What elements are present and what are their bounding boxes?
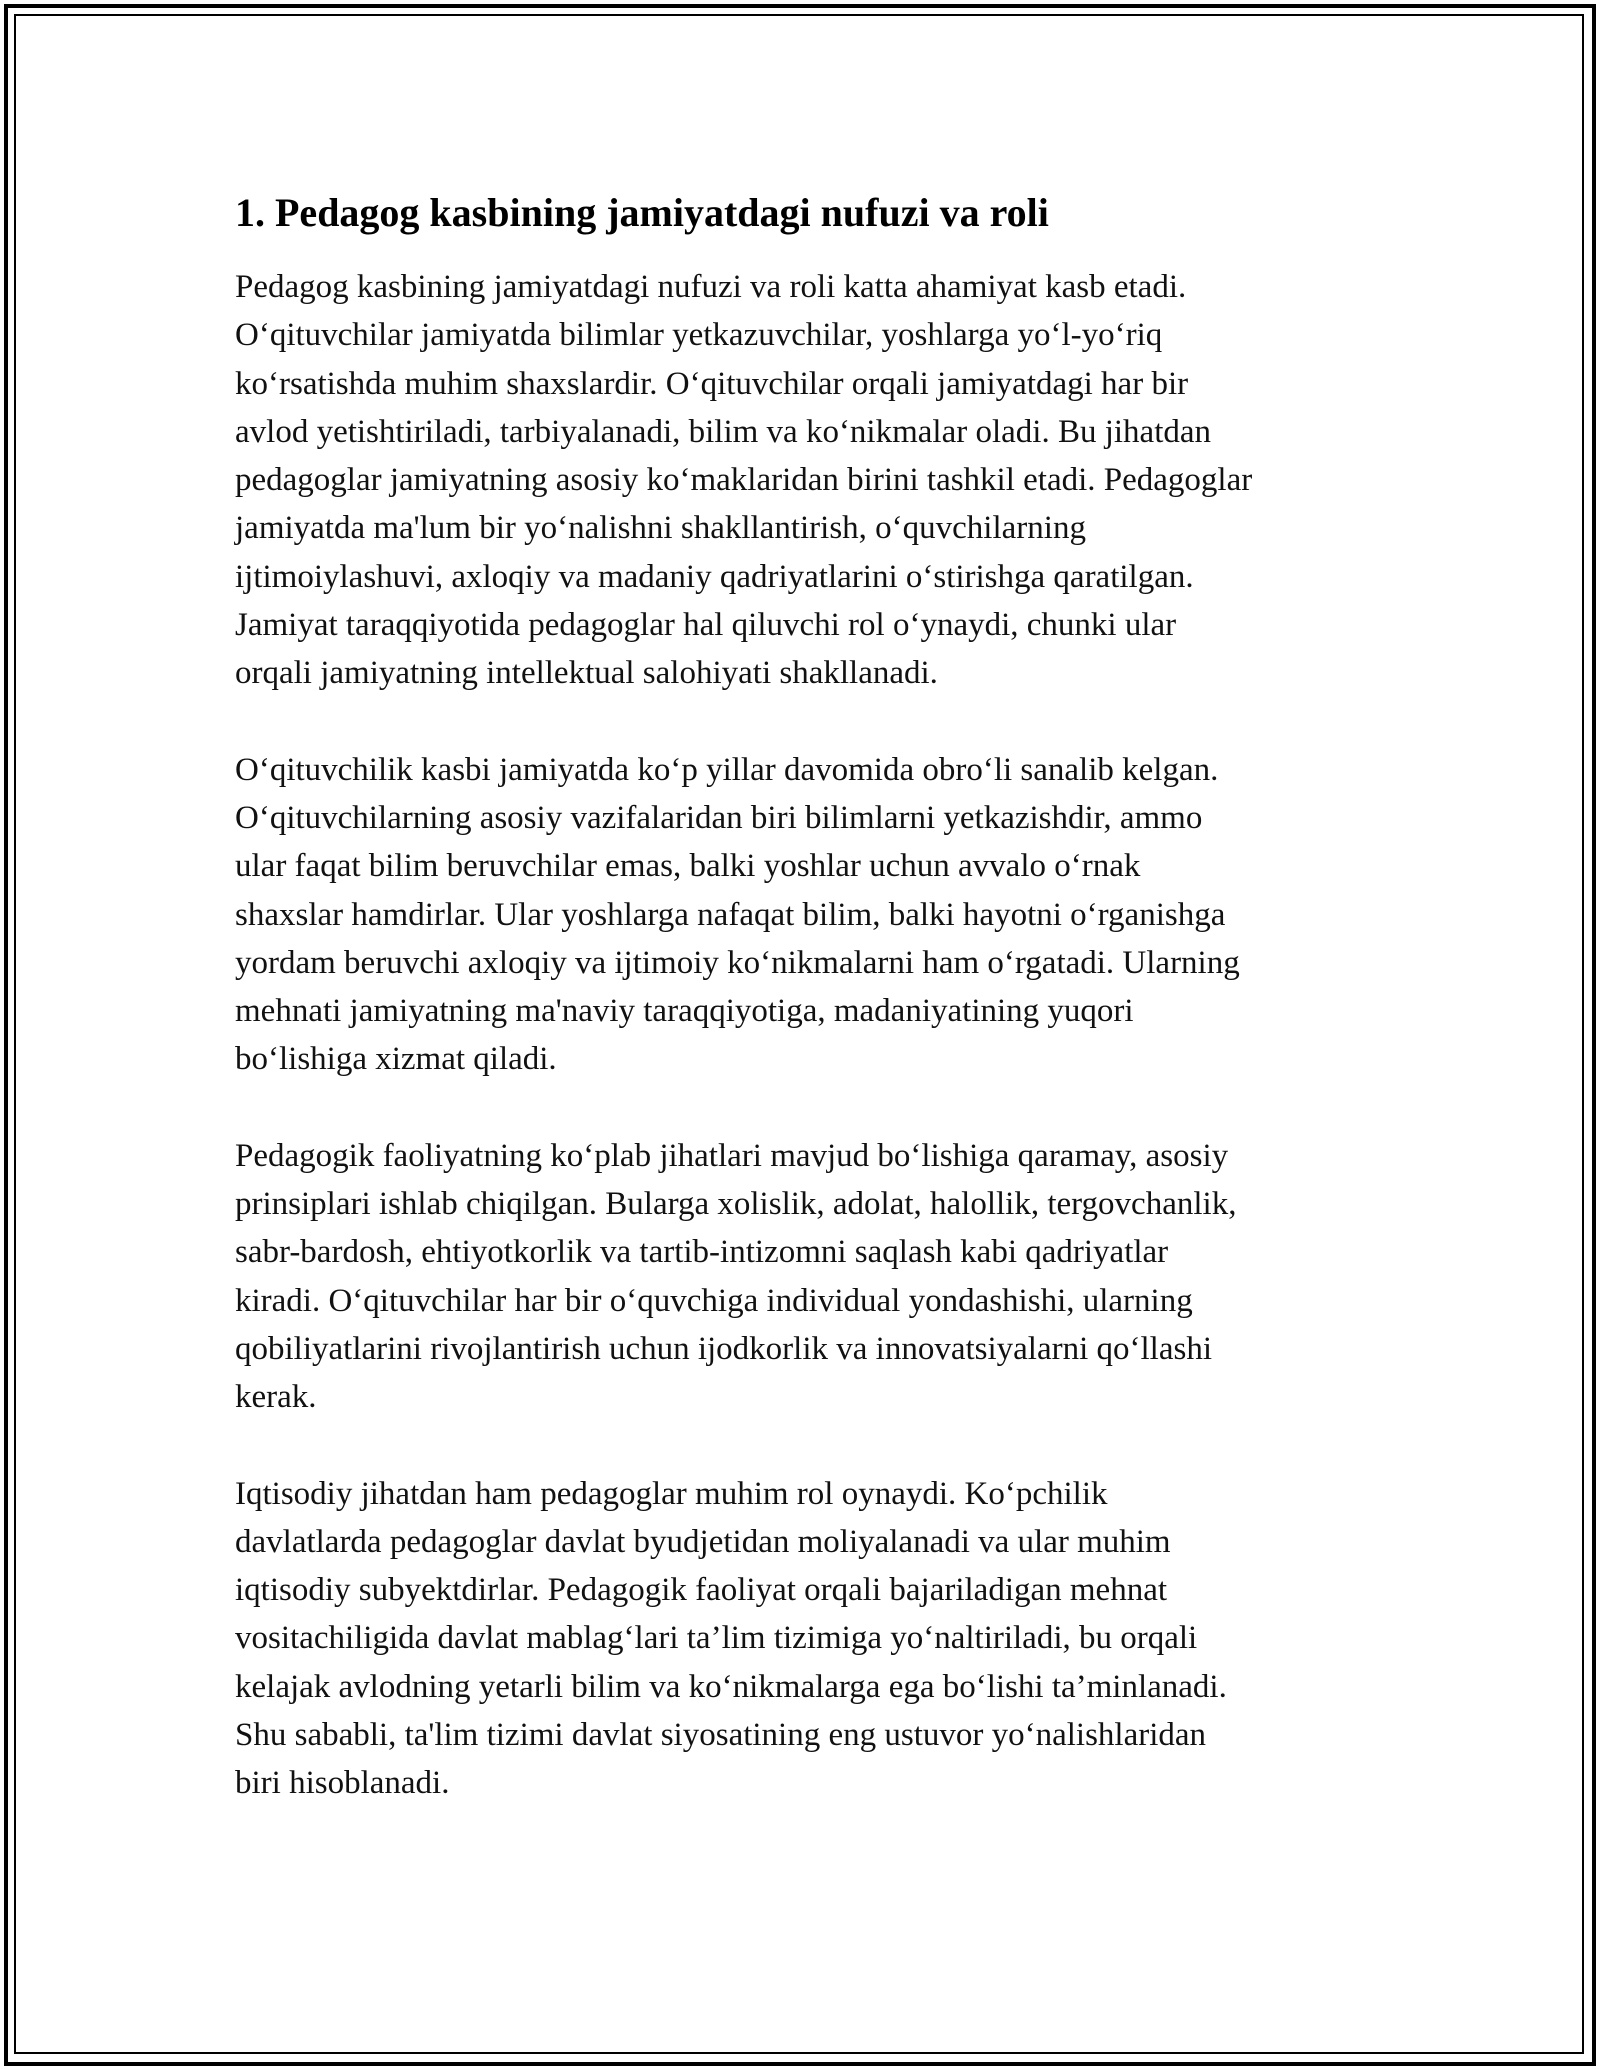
section-heading: 1. Pedagog kasbining jamiyatdagi nufuzi va roli [235,190,1049,235]
text-line: O‘qituvchilar jamiyatda bilimlar yetkazuvchilar, yoshlarga yo‘l-yo‘riq [235,317,1163,354]
text-line: kelajak avlodning yetarli bilim va ko‘nikmalarga ega bo‘lishi ta’minlanadi. [235,1668,1227,1705]
text-line: Pedagog kasbining jamiyatdagi nufuzi va roli katta ahamiyat kasb etadi. [235,269,1187,305]
text-line: Jamiyat taraqqiyotida pedagoglar hal qiluvchi rol o‘ynaydi, chunki ular [235,607,1177,644]
text-line: kiradi. O‘qituvchilar har bir o‘quvchiga individual yondashishi, ularning [235,1282,1193,1319]
text-line: qobiliyatlarini rivojlantirish uchun ijodkorlik va innovatsiyalarni qo‘llashi [235,1330,1212,1367]
text-line: ijtimoiylashuvi, axloqiy va madaniy qadriyatlarini o‘stirishga qaratilgan. [235,558,1194,595]
text-line: jamiyatda ma'lum bir yo‘nalishni shakllantirish, o‘quvchilarning [235,510,1086,547]
text-line: Iqtisodiy jihatdan ham pedagoglar muhim rol oynaydi. Ko‘pchilik [235,1475,1108,1512]
text-line: iqtisodiy subyektdirlar. Pedagogik faoliyat orqali bajariladigan mehnat [235,1572,1168,1609]
text-line: Pedagogik faoliyatning ko‘plab jihatlari mavjud bo‘lishiga qaramay, asosiy [235,1137,1229,1174]
text-line: orqali jamiyatning intellektual salohiyati shakllanadi. [235,655,938,692]
text-line: biri hisoblanadi. [235,1765,450,1802]
text-line: O‘qituvchilik kasbi jamiyatda ko‘p yillar davomida obro‘li sanalib kelgan. [235,751,1219,788]
text-line: O‘qituvchilarning asosiy vazifalaridan biri bilimlarni yetkazishdir, ammo [235,799,1203,836]
text-line: Shu sababli, ta'lim tizimi davlat siyosatining eng ustuvor yo‘nalishlaridan [235,1717,1207,1754]
paragraph-3 [235,1132,1375,1422]
text-line: kerak. [235,1379,317,1416]
text-line: ular faqat bilim beruvchilar emas, balki yoshlar uchun avvalo o‘rnak [235,848,1141,885]
text-line: sabr-bardosh, ehtiyotkorlik va tartib-intizomni saqlash kabi qadriyatlar [235,1234,1169,1271]
document-body [235,185,1375,1856]
text-line: mehnati jamiyatning ma'naviy taraqqiyotiga, madaniyatining yuqori [235,993,1134,1030]
paragraph-1 [235,263,1375,698]
text-line: shaxslar hamdirlar. Ular yoshlarga nafaqat bilim, balki hayotni o‘rganishga [235,896,1226,933]
text-line: ko‘rsatishda muhim shaxslardir. O‘qituvchilar orqali jamiyatdagi har bir [235,365,1189,402]
text-line: bo‘lishiga xizmat qiladi. [235,1041,557,1078]
text-line: vositachiligida davlat mablag‘lari ta’lim tizimiga yo‘naltiriladi, bu orqali [235,1620,1198,1657]
text-line: pedagoglar jamiyatning asosiy ko‘maklaridan birini tashkil etadi. Pedagoglar [235,462,1253,499]
paragraph-2 [235,746,1375,1084]
text-line: prinsiplari ishlab chiqilgan. Bularga xolislik, adolat, halollik, tergovchanlik, [235,1186,1237,1223]
text-line: avlod yetishtiriladi, tarbiyalanadi, bilim va ko‘nikmalar oladi. Bu jihatdan [235,413,1212,450]
text-line: davlatlarda pedagoglar davlat byudjetidan moliyalanadi va ular muhim [235,1523,1171,1560]
paragraph-4 [235,1470,1375,1808]
text-line: yordam beruvchi axloqiy va ijtimoiy ko‘nikmalarni ham o‘rgatadi. Ularning [235,944,1240,981]
